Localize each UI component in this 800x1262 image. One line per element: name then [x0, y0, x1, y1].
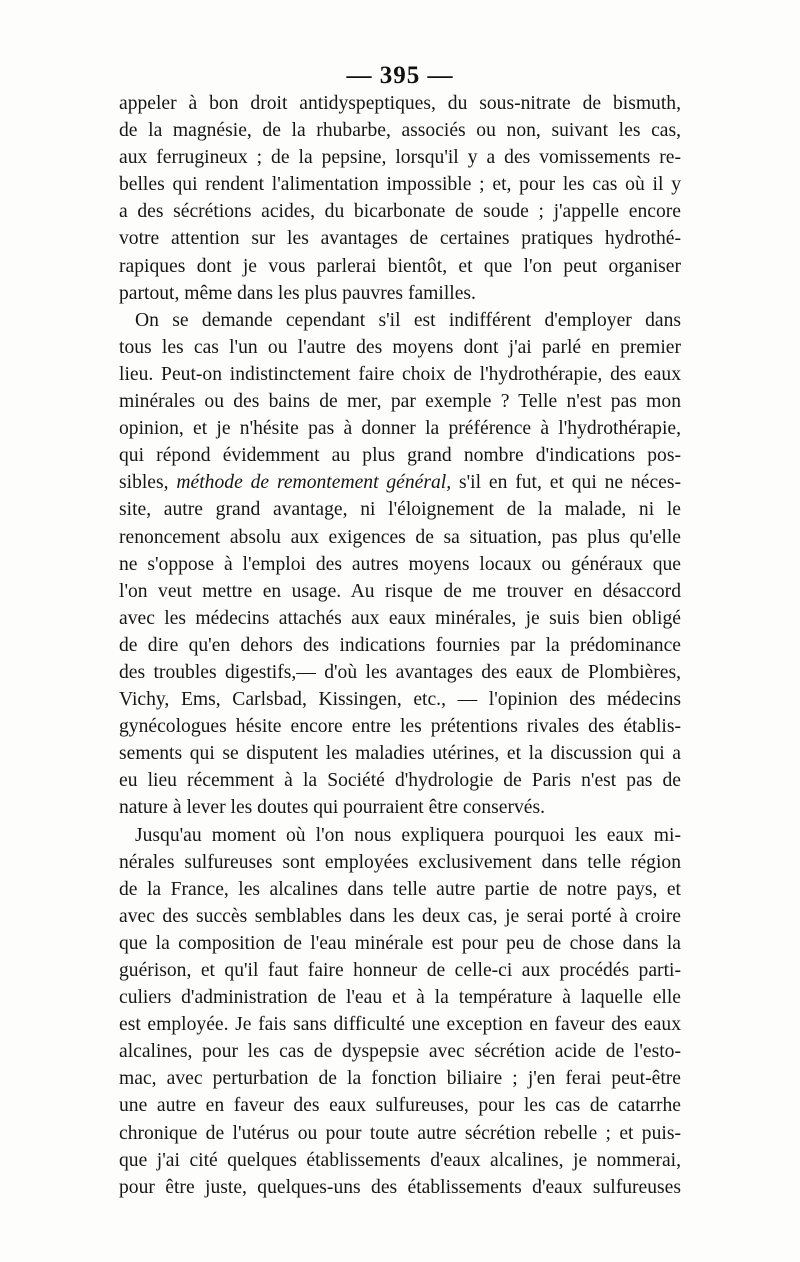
- text-line: alcalines, pour les cas de dyspepsie avec sécrétion acide de l'esto-: [119, 1041, 681, 1063]
- text-line: a des sécrétions acides, du bicarbonate de soude ; j'appelle encore: [119, 201, 681, 223]
- text-line: de la magnésie, de la rhubarbe, associés ou non, suivant les cas,: [119, 120, 681, 142]
- text-line: mac, avec perturbation de la fonction biliaire ; j'en ferai peut-être: [119, 1068, 681, 1090]
- text-segment: sibles,: [119, 472, 177, 494]
- text-line: guérison, et qu'il faut faire honneur de celle-ci aux procédés parti-: [119, 960, 681, 981]
- text-line: ne s'oppose à l'emploi des autres moyens locaux ou généraux que: [119, 553, 681, 575]
- text-line: pour être juste, quelques-uns des établissements d'eaux sulfureuses: [119, 1176, 681, 1198]
- text-line: avec des succès semblables dans les deux cas, je serai porté à croire: [119, 905, 681, 927]
- text-line: [119, 469, 681, 496]
- text-line: On se demande cependant s'il est indifférent d'employer dans: [135, 309, 681, 331]
- text-line: tous les cas l'un ou l'autre des moyens dont j'ai parlé en premier: [119, 336, 681, 358]
- text-line: nature à lever les doutes qui pourraient être conservés.: [119, 797, 545, 819]
- text-line: Vichy, Ems, Carlsbad, Kissingen, etc., — l'opinion des médecins: [119, 689, 681, 711]
- text-line: de la France, les alcalines dans telle autre partie de notre pays, et: [119, 878, 681, 900]
- text-line: votre attention sur les avantages de certaines pratiques hydrothé-: [119, 228, 681, 250]
- text-line: site, autre grand avantage, ni l'éloignement de la malade, ni le: [119, 499, 681, 521]
- text-line: des troubles digestifs,— d'où les avantages des eaux de Plombières,: [119, 661, 681, 683]
- text-line: rapiques dont je vous parlerai bientôt, et que l'on peut organiser: [119, 255, 681, 277]
- text-line: appeler à bon droit antidyspeptiques, du sous-nitrate de bismuth,: [119, 93, 681, 114]
- text-line: l'on veut mettre en usage. Au risque de me trouver en désaccord: [119, 580, 681, 602]
- text-line: gynécologues hésite encore entre les prétentions rivales des établis-: [119, 716, 681, 738]
- text-line: opinion, et je n'hésite pas à donner la préférence à l'hydrothérapie,: [119, 418, 681, 440]
- body-text: [119, 90, 681, 1201]
- page-number: — 395 —: [346, 62, 454, 89]
- text-line: chronique de l'utérus ou pour toute autre sécrétion rebelle ; et puis-: [119, 1122, 681, 1144]
- text-line: que la composition de l'eau minérale est pour peu de chose dans la: [119, 932, 681, 954]
- text-line: sements qui se disputent les maladies utérines, et la discussion qui a: [119, 743, 681, 765]
- text-line: minérales ou des bains de mer, par exemple ? Telle n'est pas mon: [119, 391, 681, 413]
- text-line: partout, même dans les plus pauvres familles.: [119, 282, 476, 304]
- text-line: avec les médecins attachés aux eaux minérales, je suis bien obligé: [119, 607, 681, 629]
- text-line: est employée. Je fais sans difficulté une exception en faveur des eaux: [119, 1014, 681, 1036]
- text-line: qui répond évidemment au plus grand nombre d'indications pos-: [119, 445, 681, 467]
- text-line: aux ferrugineux ; de la pepsine, lorsqu'il y a des vomissements re-: [119, 147, 681, 169]
- text-line: de dire qu'en dehors des indications fournies par la prédominance: [119, 634, 681, 656]
- italic-phrase: méthode de remontement général,: [176, 472, 452, 494]
- text-line: lieu. Peut-on indistinctement faire choix de l'hydrothérapie, des eaux: [119, 363, 681, 385]
- text-line: que j'ai cité quelques établissements d'eaux alcalines, je nommerai,: [119, 1149, 681, 1171]
- text-line: eu lieu récemment à la Société d'hydrologie de Paris n'est pas de: [119, 770, 681, 792]
- text-line: une autre en faveur des eaux sulfureuses, pour les cas de catarrhe: [119, 1095, 681, 1117]
- text-segment: s'il en fut, et qui ne néces-: [451, 472, 681, 494]
- text-line: belles qui rendent l'alimentation impossible ; et, pour les cas où il y: [119, 174, 681, 196]
- text-line: culiers d'administration de l'eau et à la température à laquelle elle: [119, 987, 681, 1009]
- text-line: Jusqu'au moment où l'on nous expliquera pourquoi les eaux mi-: [135, 824, 681, 846]
- text-line: renoncement absolu aux exigences de sa situation, pas plus qu'elle: [119, 526, 681, 548]
- text-line: nérales sulfureuses sont employées exclusivement dans telle région: [119, 851, 681, 873]
